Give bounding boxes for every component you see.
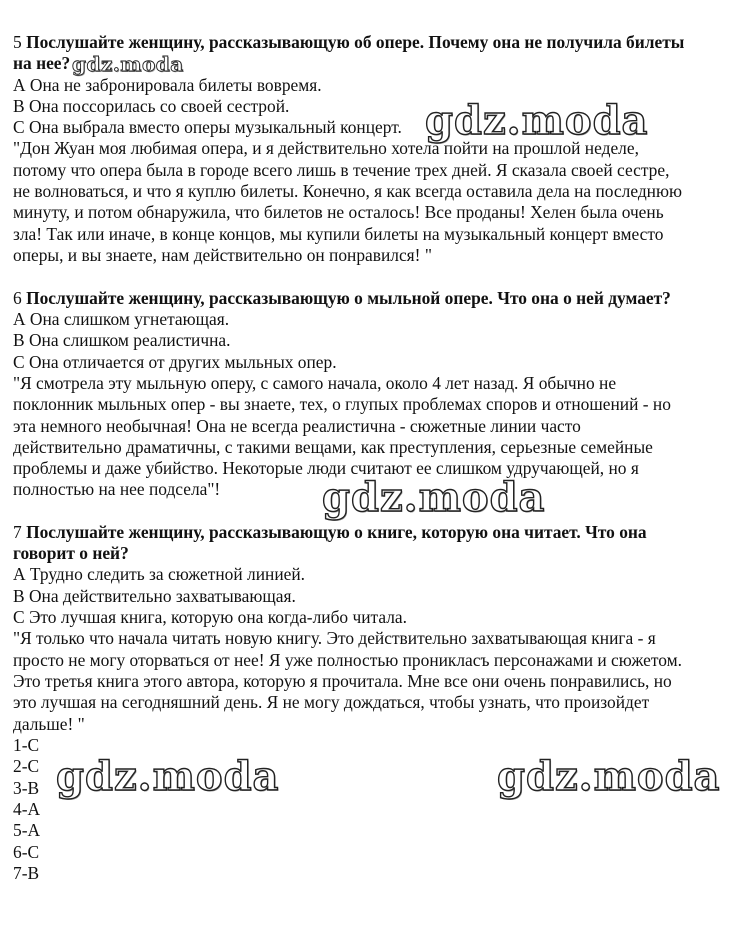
q6-transcript-line: "Я смотрела эту мыльную оперу, с самого начала, около 4 лет назад. Я обычно не xyxy=(13,373,617,393)
q7-transcript-line: дальше! " xyxy=(13,714,85,734)
q7-option-c: С Это лучшая книга, которую она когда-либо читала. xyxy=(13,607,407,627)
q6-number: 6 xyxy=(13,288,22,308)
q7-transcript-line: Это третья книга этого автора, которую я прочитала. Мне все они очень понравились, но xyxy=(13,671,672,691)
q5-title-line2: на нее? xyxy=(13,53,71,73)
q5-title xyxy=(13,32,684,53)
q5-title-cont xyxy=(13,53,70,74)
q7-option-a: А Трудно следить за сюжетной линией. xyxy=(13,564,305,584)
watermark: gdz.moda xyxy=(56,753,280,800)
answer-5: 5-A xyxy=(13,820,41,840)
answer-1: 1-C xyxy=(13,735,40,755)
q6-transcript-line: поклонник мыльных опер - вы знаете, тех, о глупых проблемах споров и отношений - но xyxy=(13,394,671,414)
q7-title-cont xyxy=(13,543,129,564)
q7-number: 7 xyxy=(13,522,22,542)
q5-transcript-line: потому что опера была в городе всего лишь в течение трех дней. Я сказала своей сестре, xyxy=(13,160,670,180)
q6-transcript-line: полностью на нее подсела"! xyxy=(13,479,221,499)
q5-transcript-line: оперы, и вы знаете, нам действительно он понравился! " xyxy=(13,245,432,265)
q5-transcript-line: "Дон Жуан моя любимая опера, и я действительно хотела пойти на прошлой неделе, xyxy=(13,138,639,158)
answer-7: 7-B xyxy=(13,863,40,883)
q7-title-line2: говорит о ней? xyxy=(13,543,129,563)
q6-option-a: А Она слишком угнетающая. xyxy=(13,309,230,329)
q5-option-b: В Она поссорилась со своей сестрой. xyxy=(13,96,290,116)
q7-option-b: В Она действительно захватывающая. xyxy=(13,586,296,606)
q7-transcript-line: это лучшая на сегодняшний день. Я не могу дождаться, чтобы узнать, что произойдет xyxy=(13,692,650,712)
q6-option-c: С Она отличается от других мыльных опер. xyxy=(13,352,337,372)
q5-transcript-line: минуту, и потом обнаружила, что билетов не осталось! Все проданы! Хелен была очень xyxy=(13,202,664,222)
q5-transcript-line: зла! Так или иначе, в конце концов, мы купили билеты на музыкальный концерт вместо xyxy=(13,224,664,244)
q5-number: 5 xyxy=(13,32,22,52)
q7-transcript-line: "Я только что начала читать новую книгу. Это действительно захватывающая книга - я xyxy=(13,628,656,648)
q5-option-a: А Она не забронировала билеты вовремя. xyxy=(13,75,322,95)
q5-title-line1: Послушайте женщину, рассказывающую об опере. Почему она не получила билеты xyxy=(26,32,685,52)
answer-3: 3-B xyxy=(13,778,40,798)
q7-transcript-line: просто не могу оторваться от нее! Я уже полностью проникласъ персонажами и сюжетом. xyxy=(13,650,682,670)
q7-title-line1: Послушайте женщину, рассказывающую о книге, которую она читает. Что она xyxy=(26,522,647,542)
answer-6: 6-C xyxy=(13,842,40,862)
q6-transcript-line: эта немного необычная! Она не всегда реалистична - сюжетные линии часто xyxy=(13,416,581,436)
answer-2: 2-C xyxy=(13,756,40,776)
q6-option-b: В Она слишком реалистична. xyxy=(13,330,231,350)
watermark: gdz.moda xyxy=(497,753,721,800)
q6-transcript-line: действительно драматичны, с такими вещами, как преступления, серьезные семейные xyxy=(13,437,653,457)
q6-title-line1: Послушайте женщину, рассказывающую о мыльной опере. Что она о ней думает? xyxy=(26,288,671,308)
watermark: gdz.moda xyxy=(425,97,649,144)
q5-transcript-line: не волноваться, и что я куплю билеты. Конечно, я как всегда оставила дела на последнюю xyxy=(13,181,682,201)
watermark-inline: gdz.moda xyxy=(72,52,184,76)
q5-option-c: С Она выбрала вместо оперы музыкальный концерт. xyxy=(13,117,402,137)
watermark: gdz.moda xyxy=(322,474,546,521)
q6-transcript-line: проблемы и даже убийство. Некоторые люди считают ее слишком удручающей, но я xyxy=(13,458,639,478)
answer-4: 4-A xyxy=(13,799,41,819)
q6-title xyxy=(13,288,671,309)
q7-title xyxy=(13,522,647,543)
